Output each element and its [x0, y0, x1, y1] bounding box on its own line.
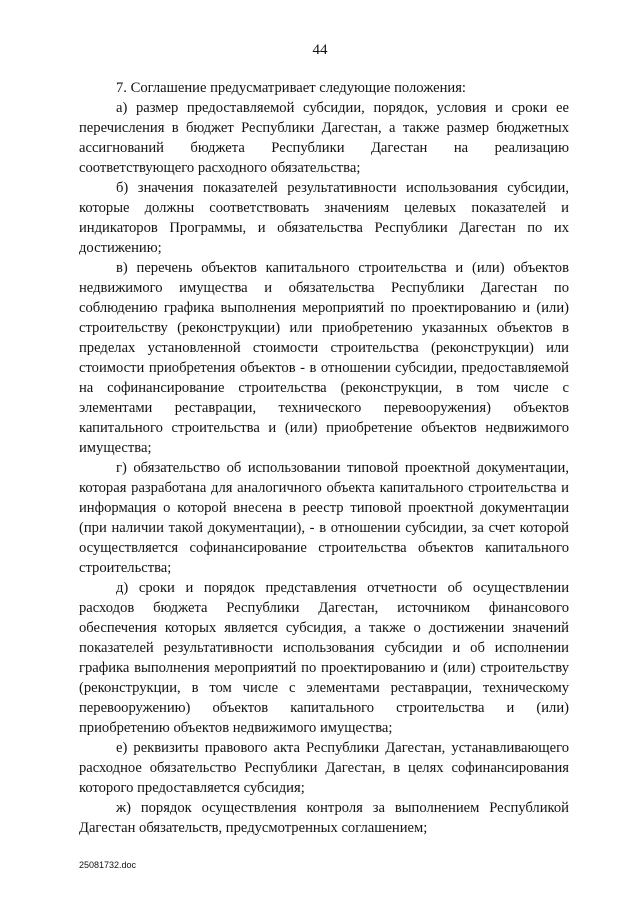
paragraph-b: б) значения показателей результативности использования субсидии, которые должны соответствовать значениям целевых показателей и индикаторов Программы, и обязательства Республики Дагестан по их достижению; [79, 180, 569, 256]
document-body [79, 78, 569, 838]
section-lead: 7. Соглашение предусматривает следующие положения: [116, 80, 466, 96]
paragraph-d: д) сроки и порядок представления отчетности об осуществлении расходов бюджета Республики Дагестан, источником финансового обеспечения которых является субсидия, а также о достижении значений показателей результативности использования субсидии и об исполнении графика выполнения мероприятий по проектированию и (или) строительству (реконструкции, в том числе с элементами реставрации, техническому перевооружению) объектов капитального строительства и (или) приобретению объектов недвижимого имущества; [79, 580, 569, 736]
paragraph-zh: ж) порядок осуществления контроля за выполнением Республикой Дагестан обязательств, предусмотренных соглашением; [79, 800, 569, 836]
paragraph-a: а) размер предоставляемой субсидии, порядок, условия и сроки ее перечисления в бюджет Республики Дагестан, а также размер бюджетных ассигнований бюджета Республики Дагестан на реализацию соответствующего расходного обязательства; [79, 100, 569, 176]
page-number: 44 [312, 42, 328, 58]
paragraph-e: е) реквизиты правового акта Республики Дагестан, устанавливающего расходное обязательство Республики Дагестан, в целях софинансирования которого предоставляется субсидия; [79, 740, 569, 796]
footer-file-name: 25081732.doc [79, 860, 137, 870]
paragraph-g: г) обязательство об использовании типовой проектной документации, которая разработана для аналогичного объекта капитального строительства и информация о которой внесена в реестр типовой проектной документации (при наличии такой документации), - в отношении субсидии, за счет которой осуществляется софинансирование строительства объектов капитального строительства; [79, 460, 569, 576]
paragraph-v: в) перечень объектов капитального строительства и (или) объектов недвижимого имущества и обязательства Республики Дагестан по соблюдению графика выполнения мероприятий по проектированию и (или) строительству (реконструкции) или приобретению указанных объектов в пределах установленной стоимости строительства (реконструкции) или стоимости приобретения объектов - в отношении субсидии, предоставляемой на софинансирование строительства (реконструкции, в том числе с элементами реставрации, технического перевооружения) объектов капитального строительства и (или) приобретение объектов недвижимого имущества; [79, 260, 569, 456]
